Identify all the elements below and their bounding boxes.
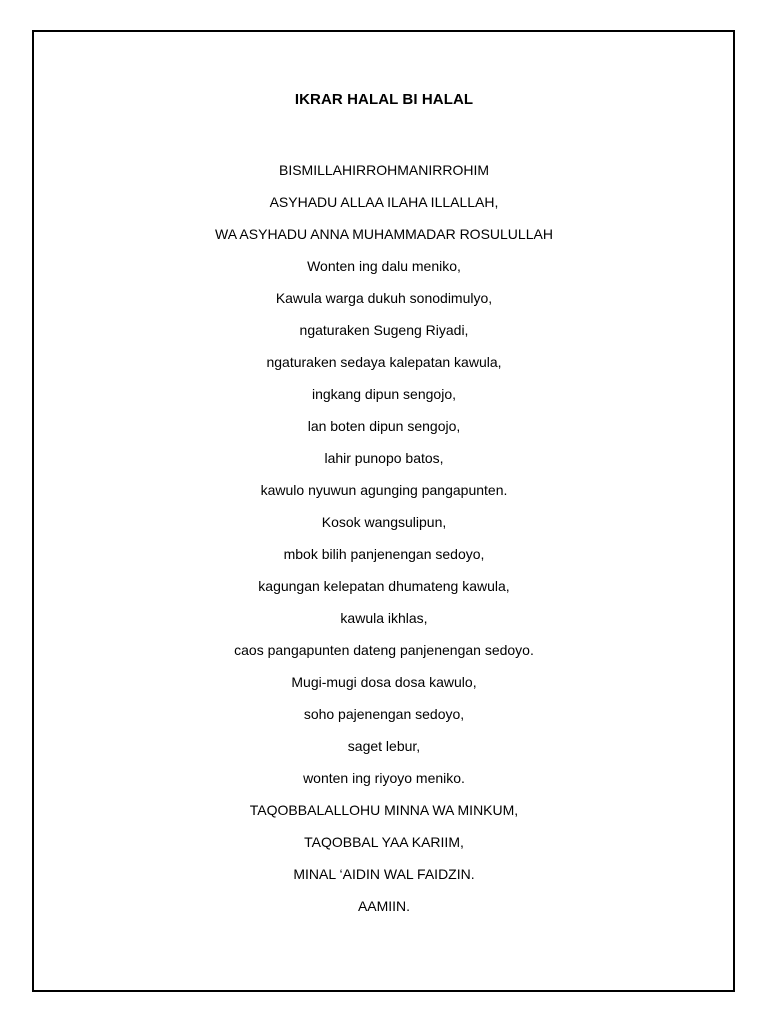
text-line: soho pajenengan sedoyo, <box>303 706 465 722</box>
text-line: WA ASYHADU ANNA MUHAMMADAR ROSULULLAH <box>215 226 553 242</box>
text-line: Wonten ing dalu meniko, <box>307 258 461 274</box>
text-line: BISMILLAHIRROHMANIRROHIM <box>278 162 490 178</box>
text-line: ingkang dipun sengojo, <box>311 386 456 402</box>
text-line: TAQOBBAL YAA KARIIM, <box>304 834 464 850</box>
text-line: AAMIIN. <box>357 898 411 914</box>
text-line: ASYHADU ALLAA ILAHA ILLALLAH, <box>269 194 499 210</box>
text-line: wonten ing riyoyo meniko. <box>303 770 465 786</box>
text-line: ngaturaken sedaya kalepatan kawula, <box>266 354 502 370</box>
text-line: Mugi-mugi dosa dosa kawulo, <box>291 674 477 690</box>
text-line: mbok bilih panjenengan sedoyo, <box>283 546 485 562</box>
text-line: ngaturaken Sugeng Riyadi, <box>299 322 469 338</box>
text-line: Kosok wangsulipun, <box>321 514 447 530</box>
text-line: lahir punopo batos, <box>324 450 444 466</box>
document-title: IKRAR HALAL BI HALAL <box>294 91 474 108</box>
text-line: lan boten dipun sengojo, <box>307 418 461 434</box>
text-line: Kawula warga dukuh sonodimulyo, <box>275 290 493 306</box>
text-line: caos pangapunten dateng panjenengan sedoyo. <box>234 642 534 658</box>
document-body <box>0 156 768 924</box>
text-line: kagungan kelepatan dhumateng kawula, <box>258 578 510 594</box>
text-line: saget lebur, <box>347 738 421 754</box>
text-line: TAQOBBALALLOHU MINNA WA MINKUM, <box>249 802 519 818</box>
text-line: kawula ikhlas, <box>340 610 428 626</box>
text-line: kawulo nyuwun agunging pangapunten. <box>260 482 508 498</box>
text-line: MINAL ‘AIDIN WAL FAIDZIN. <box>293 866 475 882</box>
